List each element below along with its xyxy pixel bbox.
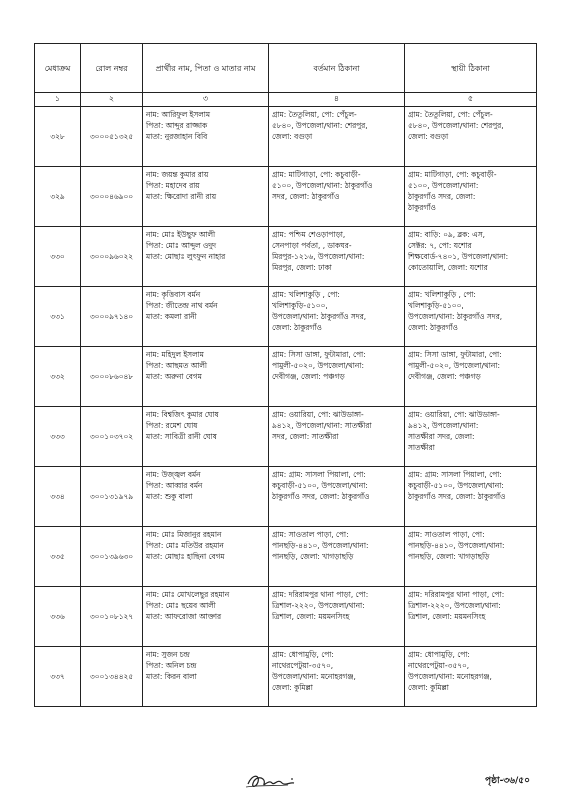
permanent-address-line: শিক্ষবোর্ড-৭৪০১, উপজেলা/থানা:	[408, 252, 509, 261]
column-number: ৫	[405, 93, 537, 107]
father-name: পিতা: রমেশ ঘোষ	[146, 421, 198, 430]
permanent-address-line: গ্রাম: ধোপামুড়ি, পো:	[408, 650, 470, 659]
header-row	[35, 44, 537, 93]
permanent-address-line: সাতক্ষীরা সদর, জেলা:	[408, 432, 475, 441]
permanent-address-line: নাথেরপেটুয়া-৩৫৭০,	[408, 661, 470, 670]
candidate-name: নাম: উজ্জ্বল বর্মন	[146, 470, 201, 479]
roll-cell: ৩০০১৩১৯৭৯	[81, 467, 143, 527]
candidate-name: নাম: মোঃ মোখলেছুর রহমান	[146, 590, 230, 599]
candidate-cell	[143, 527, 269, 587]
present-address-line: সদর, জেলা: সাতক্ষীরা	[272, 432, 339, 441]
permanent-address-line: গ্রাম: ওয়ারিয়া, পো: ঝাউডাঙ্গা-	[408, 410, 500, 419]
present-address-line: ত্রিশাল-২২২০, উপজেলা/থানা:	[272, 601, 365, 610]
permanent-address-line: জেলা: ঠাকুরগাঁও	[408, 323, 458, 332]
permanent-address-line: উপজেলা/থানা: ঠাকুরগাঁও সদর,	[408, 312, 503, 321]
table-body	[35, 107, 537, 707]
permanent-address-line: গ্রাম: তৈতুলিয়া, পো: পেঁচুল-	[408, 110, 493, 119]
candidate-cell	[143, 167, 269, 227]
present-address-cell	[269, 347, 405, 407]
candidate-name: নাম: মোঃ মিজানুর রহমান	[146, 530, 222, 539]
header-present-address: বর্তমান ঠিকানা	[269, 44, 405, 93]
serial-cell: ৩৩৫	[35, 527, 81, 587]
serial-cell: ৩৩৭	[35, 647, 81, 707]
candidate-cell	[143, 587, 269, 647]
permanent-address-cell	[405, 167, 537, 227]
permanent-address-line: দেবীগঞ্জ, জেলা: পঞ্চগড়	[408, 372, 481, 381]
present-address-line: গ্রাম: খলিশাকুড়ি , পো:	[272, 290, 340, 299]
permanent-address-line: ত্রিশাল-২২২০, উপজেলা/থানা:	[408, 601, 501, 610]
candidate-cell	[143, 467, 269, 527]
present-address-cell	[269, 287, 405, 347]
serial-cell: ৩৩০	[35, 227, 81, 287]
candidate-cell	[143, 647, 269, 707]
candidate-table	[34, 43, 537, 707]
present-address-cell	[269, 107, 405, 167]
permanent-address-cell	[405, 527, 537, 587]
table-row	[35, 167, 537, 227]
permanent-address-cell	[405, 287, 537, 347]
permanent-address-cell	[405, 467, 537, 527]
present-address-line: গ্রাম: সাওতাল পাড়া, পো:	[272, 530, 349, 539]
candidate-cell	[143, 227, 269, 287]
column-number: ২	[81, 93, 143, 107]
present-address-line: ৫১০০, উপজেলা/থানা: ঠাকুরগাঁও	[272, 181, 373, 190]
mother-name: মাতা: মোছাঃ হাছিনা বেগম	[146, 552, 225, 561]
candidate-cell	[143, 347, 269, 407]
header-permanent-address: স্থায়ী ঠিকানা	[405, 44, 537, 93]
father-name: পিতা: আছমত আলী	[146, 361, 207, 370]
permanent-address-line: কোতোয়ালি, জেলা: যশোর	[408, 263, 488, 272]
header-candidate: প্রার্থীর নাম, পিতা ও মাতার নাম	[143, 44, 269, 93]
candidate-name: নাম: জয়ন্ত কুমার রায়	[146, 170, 209, 179]
mother-name: মাতা: অরুনা বেগম	[146, 372, 202, 381]
mother-name: মাতা: নুরজাহান বিবি	[146, 132, 208, 141]
permanent-address-line: জেলা: বগুড়া	[408, 132, 449, 141]
present-address-line: ৯৪১২, উপজেলা/থানা: সাতক্ষীরা	[272, 421, 372, 430]
serial-cell: ৩২৯	[35, 167, 81, 227]
present-address-cell	[269, 647, 405, 707]
present-address-cell	[269, 527, 405, 587]
present-address-line: খলিশাকুড়ি-৫১০০,	[272, 301, 328, 310]
present-address-line: গ্রাম: দরিরামপুর থানা পাড়া, পো:	[272, 590, 369, 599]
candidate-name: নাম: সুজন চন্দ্র	[146, 650, 190, 659]
permanent-address-line: ৫৮৪০, উপজেলা/থানা: শেরপুর,	[408, 121, 504, 130]
present-address-cell	[269, 467, 405, 527]
present-address-line: পামুলী-৫০২০, উপজেলা/থানা:	[272, 361, 364, 370]
serial-cell: ৩৩২	[35, 347, 81, 407]
present-address-cell	[269, 587, 405, 647]
permanent-address-line: ৫১০০, উপজেলা/থানা:	[408, 181, 479, 190]
column-number: ৩	[143, 93, 269, 107]
mother-name: মাতা: কিরন বালা	[146, 672, 197, 681]
table-row	[35, 647, 537, 707]
present-address-line: সেনপাড়া পর্বতা, , ডাকঘর-	[272, 241, 352, 250]
present-address-line: মিরপুর, জেলা: ঢাকা	[272, 263, 332, 272]
present-address-line: গ্রাম: ধোপামুড়ি, পো:	[272, 650, 334, 659]
serial-cell: ৩২৮	[35, 107, 81, 167]
present-address-line: দেবীগঞ্জ, জেলা: পঞ্চগড়	[272, 372, 345, 381]
father-name: পিতা: আব্দুর রাজ্জাক	[146, 121, 208, 130]
candidate-name: নাম: মহিদুল ইসলাম	[146, 350, 204, 359]
header-serial: মেধাক্রম	[35, 44, 81, 93]
roll-cell: ৩০০০৫১৩২৫	[81, 107, 143, 167]
present-address-line: ঠাকুরগাঁও সদর, জেলা: ঠাকুরগাঁও	[272, 492, 370, 501]
present-address-line: জেলা: ঠাকুরগাঁও	[272, 323, 322, 332]
present-address-line: জেলা: বগুড়া	[272, 132, 313, 141]
roll-cell: ৩০০০৪৬৯০০	[81, 167, 143, 227]
page-number: পৃষ্ঠা-৩৬/৫০	[484, 776, 530, 786]
candidate-name: নাম: আরিফুল ইসলাম	[146, 110, 211, 119]
table-row	[35, 107, 537, 167]
signature-image	[242, 770, 302, 792]
permanent-address-line: কচুবাড়ী-৫১০০, উপজেলা/থানা:	[408, 481, 504, 490]
permanent-address-line: খলিশাকুড়ি-৫১০০,	[408, 301, 464, 310]
roll-cell: ৩০০০৯৭১৪০	[81, 287, 143, 347]
permanent-address-line: পানছড়ি-৪৪১০, উপজেলা/থানা:	[408, 541, 505, 550]
column-number: ১	[35, 93, 81, 107]
permanent-address-line: ঠাকুরগাঁও	[408, 203, 436, 212]
present-address-line: গ্রাম: পশ্চিম শেওড়াপাড়া,	[272, 230, 346, 239]
present-address-line: মিরপুর-১২১৬, উপজেলা/থানা:	[272, 252, 365, 261]
present-address-cell	[269, 167, 405, 227]
table-row	[35, 467, 537, 527]
father-name: পিতা: আব্বার বর্মন	[146, 481, 203, 490]
present-address-line: পানছড়ি-৪৪১০, উপজেলা/থানা:	[272, 541, 369, 550]
serial-cell: ৩৩৪	[35, 467, 81, 527]
present-address-line: জেলা: কুমিল্লা	[272, 683, 313, 692]
permanent-address-line: সেক্টর: ৭, পো: যশোর	[408, 241, 472, 250]
permanent-address-line: ৯৪১২, উপজেলা/থানা:	[408, 421, 479, 430]
permanent-address-line: পামুলী-৫০২০, উপজেলা/থানা:	[408, 361, 500, 370]
mother-name: মাতা: সাবিত্রী রানী ঘোষ	[146, 432, 217, 441]
candidate-name: নাম: মোঃ ইউছুফ আলী	[146, 230, 216, 239]
permanent-address-line: গ্রাম: মাটিগাড়া, পো: কচুবাড়ী-	[408, 170, 497, 179]
permanent-address-cell	[405, 347, 537, 407]
candidate-name: নাম: বিশ্বজিৎ কুমার ঘোষ	[146, 410, 219, 419]
permanent-address-cell	[405, 227, 537, 287]
permanent-address-line: গ্রাম: সিসা ডাঙ্গা, ফুটামারা, পো:	[408, 350, 502, 359]
table-row	[35, 227, 537, 287]
roll-cell: ৩০০১৩৪৪২৫	[81, 647, 143, 707]
table-row	[35, 587, 537, 647]
permanent-address-cell	[405, 107, 537, 167]
permanent-address-line: ঠাকুরগাঁও সদর, জেলা: ঠাকুরগাঁও	[408, 492, 506, 501]
table-row	[35, 407, 537, 467]
roll-cell: ৩০০০৮৬০৪৮	[81, 347, 143, 407]
permanent-address-cell	[405, 407, 537, 467]
father-name: পিতা: মোঃ আব্দুল ওদুদ	[146, 241, 217, 250]
present-address-line: পানছড়ি, জেলা: খাগড়াছড়ি	[272, 552, 354, 561]
present-address-line: উপজেলা/থানা: ঠাকুরগাঁও সদর,	[272, 312, 367, 321]
permanent-address-line: ঠাকুরগাঁও সদর, জেলা:	[408, 192, 476, 201]
present-address-cell	[269, 227, 405, 287]
candidate-cell	[143, 107, 269, 167]
permanent-address-line: ত্রিশাল, জেলা: ময়মনসিংহ	[408, 612, 486, 621]
roll-cell: ৩০০১০৩৭০২	[81, 407, 143, 467]
permanent-address-line: গ্রাম: গ্রাম: সাসলা পিয়ালা, পো:	[408, 470, 502, 479]
roll-cell: ৩০০১০৮১২৭	[81, 587, 143, 647]
header-roll: রোল নম্বর	[81, 44, 143, 93]
permanent-address-line: গ্রাম: সাওতাল পাড়া, পো:	[408, 530, 485, 539]
permanent-address-cell	[405, 587, 537, 647]
mother-name: মাতা: ক্ষিরোদা রানী রায়	[146, 192, 217, 201]
present-address-line: উপজেলা/থানা: মনোহরগঞ্জ,	[272, 672, 356, 681]
present-address-line: গ্রাম: সিসা ডাঙ্গা, ফুটামারা, পো:	[272, 350, 366, 359]
present-address-line: ৫৮৪০, উপজেলা/থানা: শেরপুর,	[272, 121, 368, 130]
candidate-cell	[143, 407, 269, 467]
father-name: পিতা: জীতেন্দ্র নাথ বর্মন	[146, 301, 218, 310]
column-number: ৪	[269, 93, 405, 107]
permanent-address-line: গ্রাম: দরিরামপুর থানা পাড়া, পো:	[408, 590, 505, 599]
permanent-address-line: জেলা: কুমিল্লা	[408, 683, 449, 692]
father-name: পিতা: মোঃ ছয়েব আলী	[146, 601, 216, 610]
table-row	[35, 347, 537, 407]
present-address-line: সদর, জেলা: ঠাকুরগাঁও	[272, 192, 340, 201]
candidate-cell	[143, 287, 269, 347]
permanent-address-cell	[405, 647, 537, 707]
column-number-row	[35, 93, 537, 107]
table-row	[35, 527, 537, 587]
mother-name: মাতা: মোছাঃ লুৎফুন নাহার	[146, 252, 226, 261]
table-row	[35, 287, 537, 347]
roll-cell: ৩০০১৩৯৬৩০	[81, 527, 143, 587]
serial-cell: ৩৩৩	[35, 407, 81, 467]
present-address-line: গ্রাম: মাটিগাড়া, পো: কচুবাড়ী-	[272, 170, 361, 179]
present-address-cell	[269, 407, 405, 467]
mother-name: মাতা: শুকু বালা	[146, 492, 193, 501]
father-name: পিতা: মোঃ মতিউর রহমান	[146, 541, 224, 550]
mother-name: মাতা: কমলা রানী	[146, 312, 197, 321]
serial-cell: ৩৩৬	[35, 587, 81, 647]
present-address-line: নাথেরপেটুয়া-৩৫৭০,	[272, 661, 334, 670]
mother-name: মাতা: আফরোজা আক্তার	[146, 612, 222, 621]
permanent-address-line: গ্রাম: খলিশাকুড়ি , পো:	[408, 290, 476, 299]
candidate-name: নাম: কৃত্তিবাস বর্মন	[146, 290, 201, 299]
roll-cell: ৩০০০৯৬০২২	[81, 227, 143, 287]
present-address-line: কচুবাড়ী-৫১০০, উপজেলা/থানা:	[272, 481, 368, 490]
permanent-address-line: উপজেলা/থানা: মনোহরগঞ্জ,	[408, 672, 492, 681]
present-address-line: গ্রাম: গ্রাম: সাসলা পিয়ালা, পো:	[272, 470, 366, 479]
present-address-line: ত্রিশাল, জেলা: ময়মনসিংহ	[272, 612, 350, 621]
father-name: পিতা: মহাদেব রায়	[146, 181, 200, 190]
permanent-address-line: পানছড়ি, জেলা: খাগড়াছড়ি	[408, 552, 490, 561]
serial-cell: ৩৩১	[35, 287, 81, 347]
present-address-line: গ্রাম: ওয়ারিয়া, পো: ঝাউডাঙ্গা-	[272, 410, 364, 419]
father-name: পিতা: অনিল চন্দ্র	[146, 661, 197, 670]
permanent-address-line: সাতক্ষীরা	[408, 443, 435, 452]
present-address-line: গ্রাম: তৈতুলিয়া, পো: পেঁচুল-	[272, 110, 357, 119]
permanent-address-line: গ্রাম: বাড়ি: ০৯, ব্লক: এস,	[408, 230, 485, 239]
